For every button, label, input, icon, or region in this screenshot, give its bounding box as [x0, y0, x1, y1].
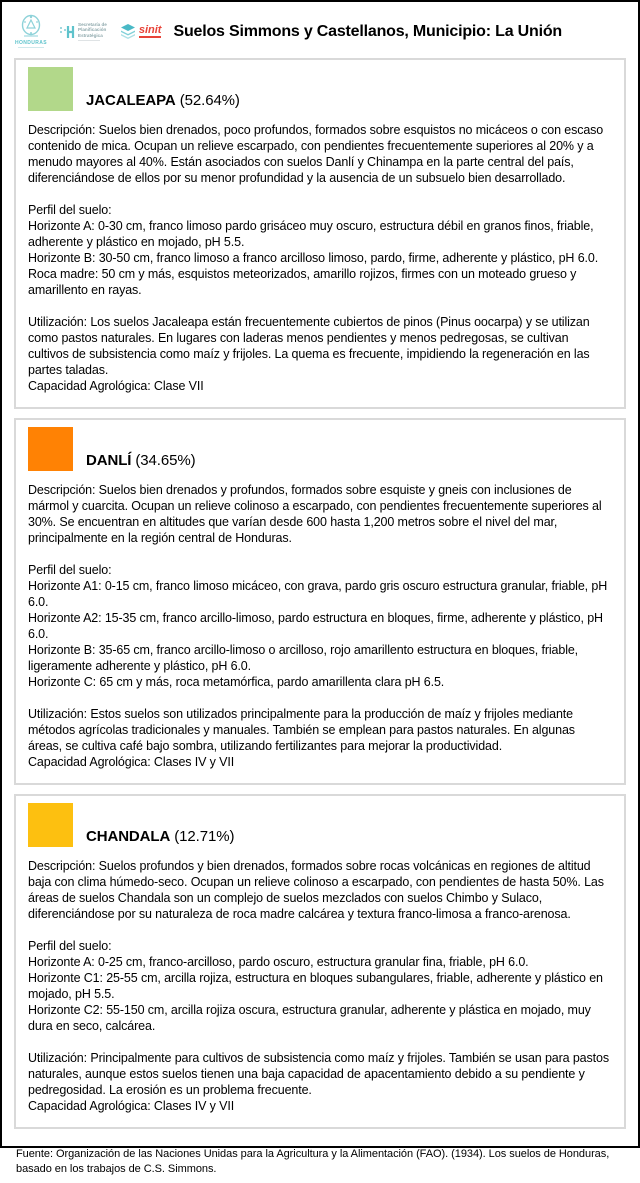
secretaria-line-2: Planificación — [78, 27, 107, 33]
soil-header — [28, 803, 612, 847]
capacity-text: Capacidad Agrológica: Clase VII — [28, 379, 204, 393]
sinit-logo-label: sinit — [138, 24, 162, 36]
profile-title: Perfil del suelo: — [28, 939, 112, 953]
secretaria-logo — [59, 22, 107, 42]
soil-percent: (52.64%) — [179, 92, 240, 109]
soil-usage — [28, 706, 612, 770]
soil-usage — [28, 314, 612, 394]
soil-profile — [28, 938, 612, 1034]
capacity-text: Capacidad Agrológica: Clases IV y VII — [28, 755, 235, 769]
usage-text: Utilización: Estos suelos son utilizados principalmente para la producción de maíz y frijoles mediante métodos agrícolas tradicionales y manuales. También se emplean para pastos naturales. En algunas áreas, se cultiva café bajo sombra, utilizando fertilizantes para mejorar la productividad. — [28, 707, 575, 753]
secretaria-h-icon — [59, 24, 75, 40]
soil-name: JACALEAPA — [86, 92, 176, 109]
soil-profile — [28, 202, 612, 298]
soil-percent: (34.65%) — [135, 452, 196, 469]
profile-horizon-line: Roca madre: 50 cm y más, esquistos meteorizados, amarillo rojizos, firmes con un moteado grueso y amarillento en rayas. — [28, 267, 577, 297]
secretaria-line-1: Secretaría de — [78, 21, 107, 27]
profile-horizon-line: Horizonte A1: 0-15 cm, franco limoso micáceo, con grava, pardo gris oscuro estructura granular, friable, pH 6.0. — [28, 579, 608, 609]
profile-horizon-line: Horizonte A: 0-30 cm, franco limoso pardo grisáceo muy oscuro, estructura débil en granos finos, friable, adherente y plástico en mojado, pH 5.5. — [28, 219, 594, 249]
sinit-logo — [120, 24, 162, 39]
profile-horizon-line: Horizonte C1: 25-55 cm, arcilla rojiza, estructura en bloques subangulares, friable, adherente y plástico en mojado, pH 5.5. — [28, 971, 603, 1001]
usage-text: Utilización: Principalmente para cultivos de subsistencia como maíz y frijoles. También se usan para pastos naturales, aunque estos suelos tienen una baja capacidad de apacentamiento debido a su pendiente y pedregosidad. La erosión es un problema frecuente. — [28, 1051, 609, 1097]
soil-card-chandala — [14, 794, 626, 1129]
profile-title: Perfil del suelo: — [28, 563, 112, 577]
soil-name: CHANDALA — [86, 828, 171, 845]
logo-row — [16, 13, 161, 50]
honduras-logo-label: HONDURAS — [14, 40, 48, 46]
soil-title — [86, 452, 195, 471]
soil-name: DANLÍ — [86, 452, 132, 469]
soil-color-swatch — [28, 67, 73, 111]
honduras-coat-of-arms-icon — [20, 13, 42, 39]
profile-horizon-line: Horizonte C: 65 cm y más, roca metamórfica, pardo amarillenta clara pH 6.5. — [28, 675, 445, 689]
soil-description: Descripción: Suelos profundos y bien drenados, formados sobre rocas volcánicas en regiones de altitud baja con clima húmedo-seco. Ocupan un relieve colinoso a escarpado, con pendientes de hasta 50%. Las áreas de suelos Chandala son un complejo de suelos mezclados con suelos Chimbo y Sulaco, diferenciándose por su naturaleza de roca madre calcárea y textura franco-limosa a franco-arenosa. — [28, 859, 604, 921]
soil-percent: (12.71%) — [174, 828, 235, 845]
honduras-logo-rule — [18, 47, 44, 50]
secretaria-line-3: Estratégica — [78, 32, 103, 38]
soil-color-swatch — [28, 427, 73, 471]
soil-card-danli — [14, 418, 626, 785]
profile-horizon-line: Horizonte B: 30-50 cm, franco limoso a franco arcilloso limoso, pardo, firme, adherente y plástico, pH 6.0. — [28, 251, 599, 265]
secretaria-logo-text — [78, 22, 107, 42]
capacity-text: Capacidad Agrológica: Clases IV y VII — [28, 1099, 235, 1113]
profile-horizon-line: Horizonte A2: 15-35 cm, franco arcillo-limoso, pardo estructura en bloques, firme, adherente y plástico, pH 6.0. — [28, 611, 603, 641]
page-title: Suelos Simmons y Castellanos, Municipio: La Unión — [173, 22, 562, 40]
soil-cards — [2, 57, 638, 1138]
soil-color-swatch — [28, 803, 73, 847]
sinit-layers-icon — [120, 24, 136, 39]
profile-horizon-line: Horizonte C2: 55-150 cm, arcilla rojiza oscura, estructura granular, adherente y plástica en mojado, muy dura en seco, calcárea. — [28, 1003, 591, 1033]
page-header — [2, 2, 638, 57]
soil-description: Descripción: Suelos bien drenados y profundos, formados sobre esquiste y gneis con inclusiones de mármol y cuarcita. Ocupan un relieve colinoso a escarpado, con pendientes frecuentemente superiores al 30%. Se encuentran en altitudes que varían desde 600 hasta 1,200 metros sobre el nivel del mar, principalmente en la región central de Honduras. — [28, 483, 602, 545]
soil-header — [28, 67, 612, 111]
profile-title: Perfil del suelo: — [28, 203, 112, 217]
source-note: Fuente: Organización de las Naciones Unidas para la Agricultura y la Alimentación (FAO). (1934). Los suelos de Honduras, basado en los trabajos de C.S. Simmons. — [16, 1148, 610, 1175]
soil-title — [86, 828, 234, 847]
soil-profile — [28, 562, 612, 690]
soil-usage — [28, 1050, 612, 1114]
secretaria-logo-rule — [78, 40, 100, 41]
soil-card-jacaleapa — [14, 58, 626, 409]
soil-header — [28, 427, 612, 471]
honduras-logo — [16, 13, 46, 50]
profile-horizon-line: Horizonte B: 35-65 cm, franco arcillo-limoso o arcilloso, rojo amarillento estructura en bloques, friable, ligeramente adherente y plástico, pH 6.0. — [28, 643, 579, 673]
soil-description: Descripción: Suelos bien drenados, poco profundos, formados sobre esquistos no micáceos o con escaso contenido de mica. Ocupan un relieve escarpado, con pendientes frecuentemente superiores al 20% y a menudo mayores al 40%. Están asociados con suelos Danlí y Chinampa en la parte central del país, diferenciándose de ellos por su menor profundidad y la ausencia de un subsuelo bien desarrollado. — [28, 123, 604, 185]
soil-title — [86, 92, 240, 111]
usage-text: Utilización: Los suelos Jacaleapa están frecuentemente cubiertos de pinos (Pinus oocarpa) y se utilizan como pastos naturales. En lugares con laderas menos pendientes y menos pedregosas, se cultivan cultivos de subsistencia como maíz y frijoles. La quema es frecuente, impidiendo la regeneración en las partes taladas. — [28, 315, 590, 377]
profile-horizon-line: Horizonte A: 0-25 cm, franco-arcilloso, pardo oscuro, estructura granular fina, friable, pH 6.0. — [28, 955, 529, 969]
